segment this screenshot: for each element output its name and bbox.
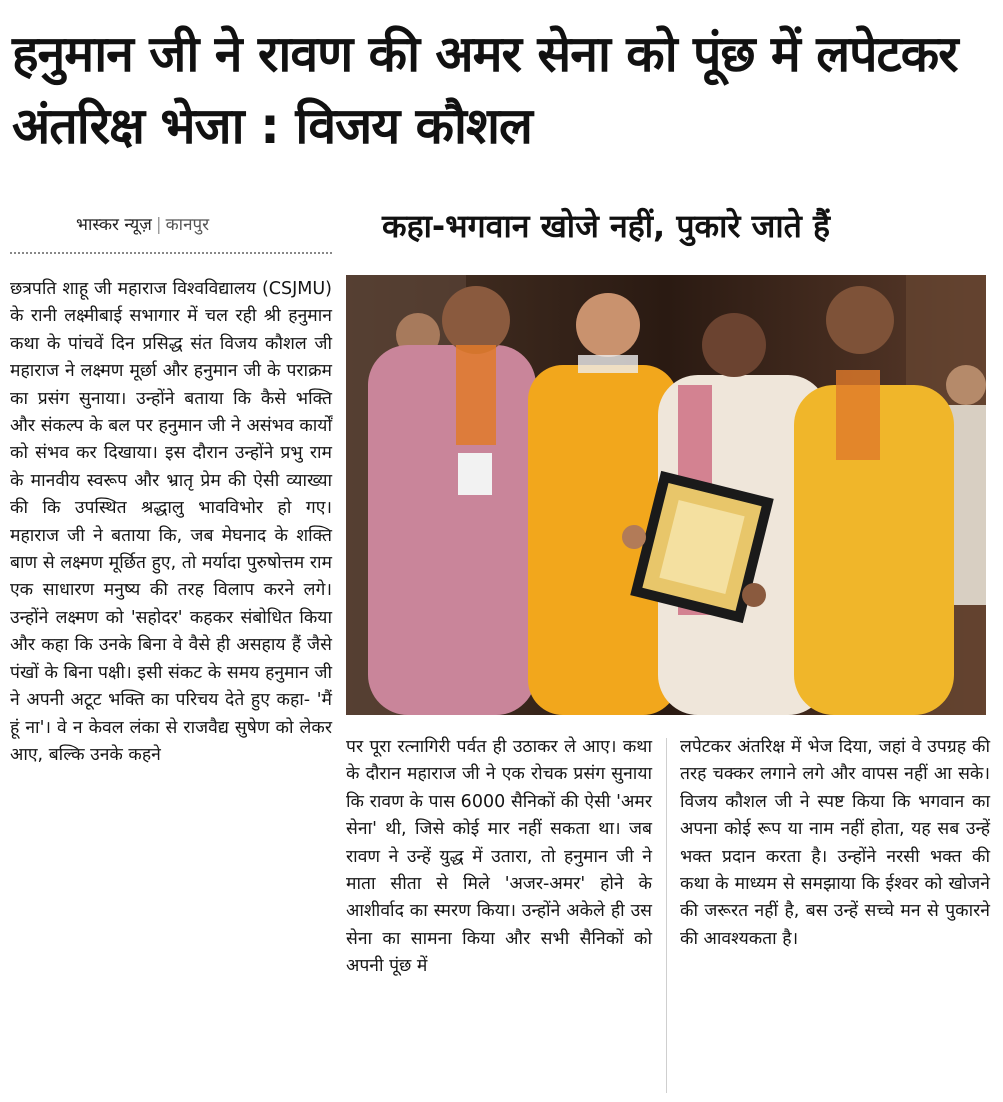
article-column-2: पर पूरा रत्नागिरी पर्वत ही उठाकर ले आए। कथा के दौरान महाराज जी ने एक रोचक प्रसंग सुनाया कि रावण के पास 6000 सैनिकों की ऐसी 'अमर सेना' थी, जिसे कोई मार नहीं सकता था। जब रावण ने उन्हें युद्ध में उतारा, तो हनुमान जी ने माता सीता से मिले 'अजर-अमर' होने के आशीर्वाद का स्मरण किया। उन्होंने अकेले ही उस सेना का सामना किया और सभी सैनिकों को अपनी पूंछ में [346,737,652,977]
byline [76,212,209,235]
article-column-3: लपेटकर अंतरिक्ष में भेज दिया, जहां वे उपग्रह की तरह चक्कर लगाने लगे और वापस नहीं आ सके। विजय कौशल जी ने स्पष्ट किया कि भगवान का अपना कोई रूप या नाम नहीं होता, यह सब उन्हें भक्त प्रदान करता है। उन्होंने नरसी भक्त की कथा के माध्यम से समझाया कि ईश्वर को खोजने की जरूरत नहीं है, बस उन्हें सच्चे मन से पुकारने की आवश्यकता है। [680,737,990,949]
byline-city: कानपुर [165,215,210,235]
headline: हनुमान जी ने रावण की अमर सेना को पूंछ में लपेटकर अंतरिक्ष भेजा : विजय कौशल [12,25,958,155]
article-column-1: छत्रपति शाहू जी महाराज विश्वविद्यालय (CSJMU) के रानी लक्ष्मीबाई सभागार में चल रही श्री हनुमान कथा के पांचवें दिन प्रसिद्ध संत विजय कौशल जी महाराज ने लक्ष्मण मूर्छा और हनुमान जी के पराक्रम का प्रसंग सुनाया। उन्होंने बताया कि कैसे भक्ति और संकल्प के बल पर हनुमान जी ने असंभव कार्यों को संभव कर दिखाया। इस दौरान उन्होंने प्रभु राम के मानवीय स्वरूप और भ्रातृ प्रेम की ऐसी व्याख्या की कि उपस्थित श्रद्धालु भावविभोर हो गए। महाराज जी ने बताया कि, जब मेघनाद के शक्ति बाण से लक्ष्मण मूर्छित हुए, तो मर्यादा पुरुषोत्तम राम एक साधारण मनुष्य की तरह विलाप करने लगे। उन्होंने लक्ष्मण को 'सहोदर' कहकर संबोधित किया और कहा कि उनके बिना वे वैसे ही असहाय हैं जैसे पंखों के बिना पक्षी। इसी संकट के समय हनुमान जी ने अपनी अटूट भक्ति का परिचय देते हुए कहा- 'मैं हूं ना'। वे न केवल लंका से राजवैद्य सुषेण को लेकर आए, बल्कि उनके कहने [10,279,332,765]
subheadline: कहा-भगवान खोजे नहीं, पुकारे जाते हैं [382,207,830,245]
column-rule-2 [666,738,667,1093]
byline-separator: | [155,215,162,235]
photo-illustration [346,275,986,715]
byline-divider [10,252,332,254]
byline-source: भास्कर न्यूज़ [76,215,152,235]
news-photo [346,275,986,715]
